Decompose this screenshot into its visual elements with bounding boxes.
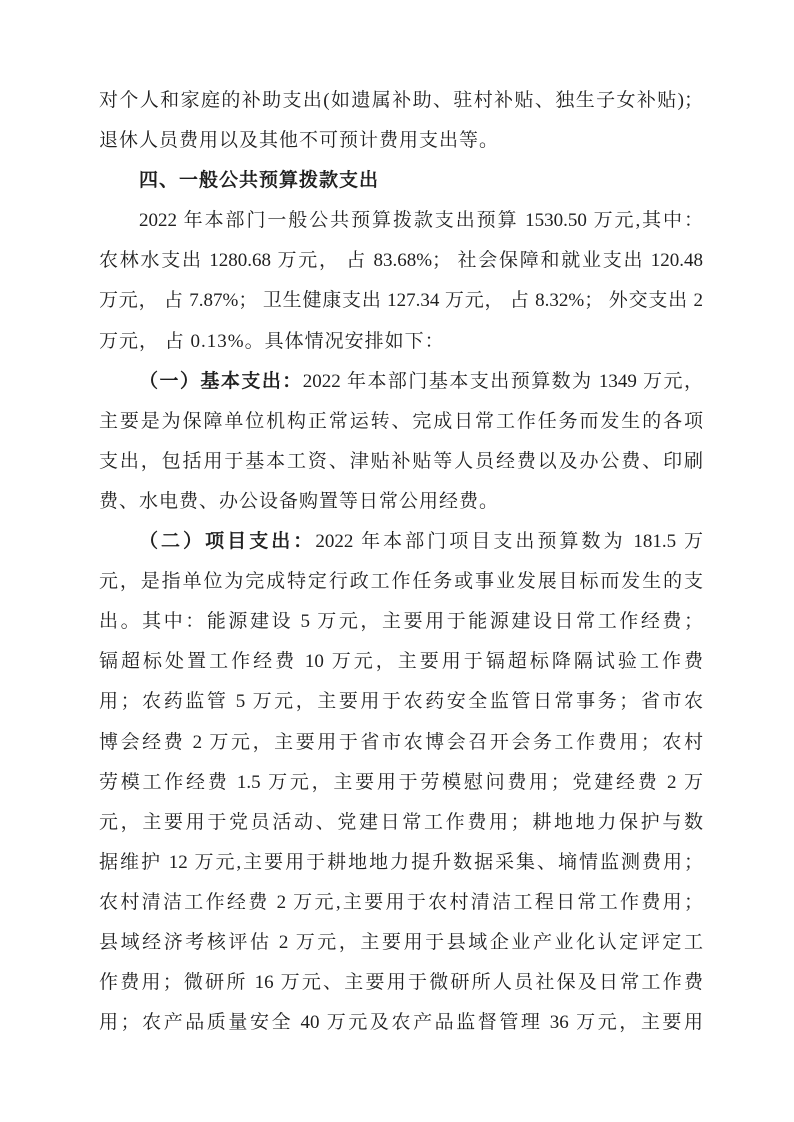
text-segment: 2022 年本部门项目支出预算数为 181.5 万: [315, 531, 703, 553]
text-line: 用；农药监管 5 万元，主要用于农药安全监管日常事务；省市农: [99, 691, 703, 713]
run-in-heading-project-expenditure: （二）项目支出：: [139, 531, 316, 553]
text-line: 万元， 占 7.87%； 卫生健康支出 127.34 万元， 占 8.32%； 外交支出 2: [99, 290, 703, 312]
paragraph-first-line: [99, 522, 703, 562]
text-line: 对个人和家庭的补助支出(如遗属补助、驻村补贴、独生子女补贴)；: [99, 90, 703, 111]
text-line: 元，是指单位为完成特定行政工作任务或事业发展目标而发生的支: [99, 571, 703, 593]
text-line: 用；农产品质量安全 40 万元及农产品监督管理 36 万元，主要用: [99, 1012, 703, 1034]
text-line: 支出，包括用于基本工资、津贴补贴等人员经费以及办公费、印刷: [99, 450, 703, 472]
paragraph-last-line: 费、水电费、办公设备购置等日常公用经费。: [99, 490, 500, 512]
text-line: 作费用；微研所 16 万元、主要用于微研所人员社保及日常工作费: [99, 972, 703, 994]
paragraph-first-line: 2022 年本部门一般公共预算拨款支出预算 1530.50 万元,其中：: [139, 210, 703, 232]
text-segment: 2022 年本部门基本支出预算数为 1349 万元，: [302, 370, 703, 392]
text-line: 据维护 12 万元,主要用于耕地地力提升数据采集、墒情监测费用；: [99, 851, 703, 873]
paragraph-last-line: 万元， 占 0.13%。具体情况安排如下：: [99, 330, 445, 352]
text-line: 元，主要用于党员活动、党建日常工作费用；耕地地力保护与数: [99, 811, 703, 833]
section-heading: 四、一般公共预算拨款支出: [139, 170, 380, 192]
text-line: 农村清洁工作经费 2 万元,主要用于农村清洁工程日常工作费用；: [99, 891, 703, 913]
text-line: 主要是为保障单位机构正常运转、完成日常工作任务而发生的各项: [99, 410, 703, 432]
run-in-heading-basic-expenditure: （一）基本支出：: [139, 370, 303, 392]
text-line: 农林水支出 1280.68 万元， 占 83.68%； 社会保障和就业支出 120.48: [99, 250, 703, 272]
text-line: 县域经济考核评估 2 万元，主要用于县域企业产业化认定评定工: [99, 931, 703, 953]
text-line: 镉超标处置工作经费 10 万元，主要用于镉超标降隔试验工作费: [99, 651, 703, 673]
paragraph-last-line: 退休人员费用以及其他不可预计费用支出等。: [99, 130, 500, 152]
budget-text-block: [99, 81, 703, 1043]
text-line: 出。其中：能源建设 5 万元，主要用于能源建设日常工作经费；: [99, 611, 703, 633]
text-line: 博会经费 2 万元，主要用于省市农博会召开会务工作费用；农村: [99, 731, 703, 753]
text-line: 劳模工作经费 1.5 万元，主要用于劳模慰问费用；党建经费 2 万: [99, 771, 703, 793]
paragraph-first-line: [99, 362, 703, 402]
